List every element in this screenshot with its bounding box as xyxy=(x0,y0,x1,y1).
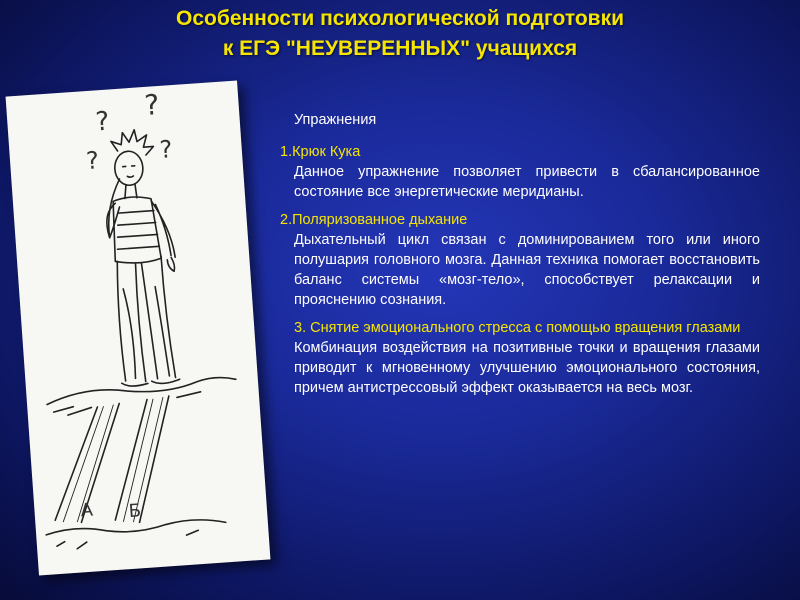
exercise-item-2-description: Дыхательный цикл связан с доминированием того или иного полушария головного мозга. Данная техника помогает восстановить баланс системы «мозг-тело», способствует релаксации и прояснению сознания. xyxy=(294,232,760,308)
path-label-a: А xyxy=(79,499,94,522)
sketch-drawing xyxy=(6,80,271,575)
exercise-item-1 xyxy=(280,142,760,202)
exercise-item-2-number: 2. xyxy=(280,212,293,228)
exercise-item-3 xyxy=(280,318,760,398)
question-mark-4: ? xyxy=(158,135,174,165)
exercise-item-1-number: 1. xyxy=(280,144,293,160)
exercise-item-3-title-text: Снятие эмоционального стресса с помощью вращения глазами xyxy=(310,320,741,336)
exercise-item-3-description: Комбинация воздействия на позитивные точки и вращения глазами приводит к мгновенному улучшению эмоционального состояния, причем антистрессовый эффект оказывается на весь мозг. xyxy=(294,340,760,396)
exercise-item-3-number: 3. xyxy=(294,320,307,336)
confused-student-illustration xyxy=(6,80,271,575)
slide-title-line-1: Особенности психологической подготовки xyxy=(176,7,624,30)
exercises-heading: Упражнения xyxy=(294,112,377,128)
slide-title xyxy=(40,4,760,64)
exercise-item-1-description: Данное упражнение позволяет привести в сбалансированное состояние все энергетические меридианы. xyxy=(294,164,760,200)
exercise-item-1-title-text: Крюк Кука xyxy=(292,144,361,160)
exercise-item-1-title xyxy=(280,142,760,162)
exercise-item-2-title-text: Поляризованное дыхание xyxy=(292,212,468,228)
exercise-item-3-title xyxy=(280,318,760,338)
question-mark-2: ? xyxy=(143,88,161,122)
exercise-item-2 xyxy=(280,210,760,310)
path-label-b: Б xyxy=(128,500,142,523)
question-mark-3: ? xyxy=(85,146,100,176)
exercise-item-2-title xyxy=(280,210,760,230)
exercise-content xyxy=(280,110,760,406)
question-mark-1: ? xyxy=(94,106,111,138)
slide-title-line-2: к ЕГЭ "НЕУВЕРЕННЫХ" учащихся xyxy=(222,37,578,60)
